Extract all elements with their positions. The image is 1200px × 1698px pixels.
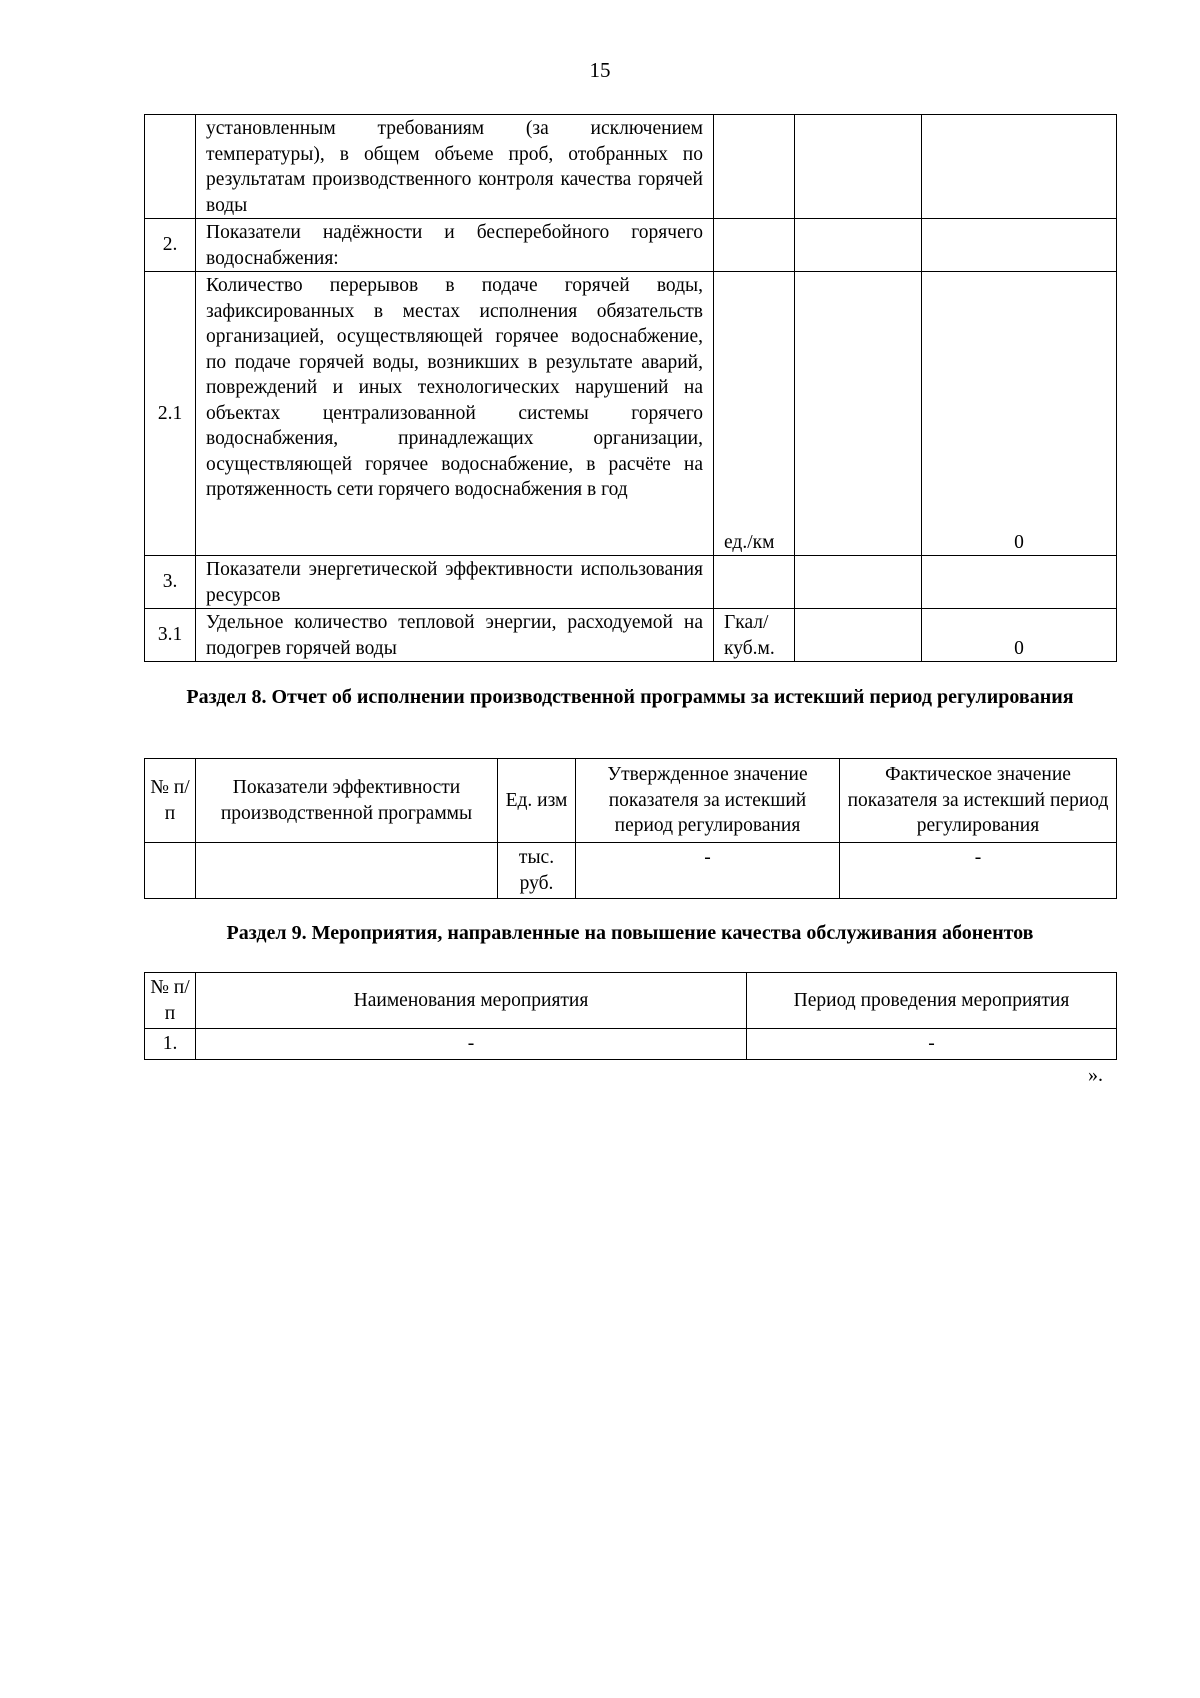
value-cell-2: 0 <box>922 272 1117 556</box>
row-number <box>145 843 196 899</box>
row-number: 3.1 <box>145 609 196 662</box>
section-8-title: Раздел 8. Отчет об исполнении производственной программы за истекший период регулирования <box>186 686 1074 708</box>
indicator-description: Показатели энергетической эффективности использования ресурсов <box>196 556 714 609</box>
row-number: 1. <box>145 1029 196 1060</box>
value-cell-2: 0 <box>922 609 1117 662</box>
unit-cell: Гкал/ куб.м. <box>714 609 795 662</box>
value-cell-1 <box>795 115 922 219</box>
header-num: № п/п <box>145 973 196 1029</box>
value-cell-2 <box>922 219 1117 272</box>
table-row <box>145 556 1117 609</box>
header-num: № п/п <box>145 759 196 843</box>
value-cell-1 <box>795 609 922 662</box>
table-row <box>145 115 1117 219</box>
unit-cell: ед./км <box>714 272 795 556</box>
unit-cell <box>714 115 795 219</box>
indicator-cell <box>196 843 498 899</box>
unit-cell: тыс. руб. <box>498 843 576 899</box>
table-row <box>145 219 1117 272</box>
closing-quote-mark: ». <box>1088 1064 1103 1086</box>
event-name: - <box>196 1029 747 1060</box>
table-row <box>145 609 1117 662</box>
header-name: Наименования мероприятия <box>196 973 747 1029</box>
unit-cell <box>714 556 795 609</box>
value-cell-2 <box>922 115 1117 219</box>
indicator-description: Показатели надёжности и бесперебойного горячего водоснабжения: <box>196 219 714 272</box>
indicator-description: Количество перерывов в подаче горячей воды, зафиксированных в местах исполнения обязательств организацией, осуществляющей горячее водоснабжение, по подаче горячей воды, возникших в результате аварий, повреждений и иных технологических нарушений на объектах централизованной системы горячего водоснабжения, принадлежащих организации, осуществляющей горячее водоснабжение, в расчёте на протяженность сети горячего водоснабжения в год <box>196 272 714 556</box>
section-9-title: Раздел 9. Мероприятия, направленные на повышение качества обслуживания абонентов <box>226 922 1034 944</box>
table-row <box>145 1029 1117 1060</box>
row-number: 2. <box>145 219 196 272</box>
header-period: Период проведения мероприятия <box>747 973 1117 1029</box>
unit-cell <box>714 219 795 272</box>
event-period: - <box>747 1029 1117 1060</box>
indicator-description: Удельное количество тепловой энергии, расходуемой на подогрев горячей воды <box>196 609 714 662</box>
value-cell-2 <box>922 556 1117 609</box>
section-8-table <box>144 758 1117 899</box>
value-cell-1 <box>795 272 922 556</box>
value-cell-1 <box>795 219 922 272</box>
table-row <box>145 843 1117 899</box>
header-unit: Ед. изм <box>498 759 576 843</box>
table-row <box>145 272 1117 556</box>
header-indicators: Показатели эффективности производственной программы <box>196 759 498 843</box>
indicators-table <box>144 114 1117 662</box>
header-approved: Утвержденное значение показателя за истекший период регулирования <box>576 759 840 843</box>
row-number <box>145 115 196 219</box>
actual-value: - <box>840 843 1117 899</box>
section-9-table <box>144 972 1117 1060</box>
row-number: 2.1 <box>145 272 196 556</box>
table-header-row <box>145 759 1117 843</box>
page-number: 15 <box>589 58 611 82</box>
row-number: 3. <box>145 556 196 609</box>
table-header-row <box>145 973 1117 1029</box>
value-cell-1 <box>795 556 922 609</box>
indicator-description: установленным требованиям (за исключением температуры), в общем объеме проб, отобранных по результатам производственного контроля качества горячей воды <box>196 115 714 219</box>
approved-value: - <box>576 843 840 899</box>
header-actual: Фактическое значение показателя за истекший период регулирования <box>840 759 1117 843</box>
